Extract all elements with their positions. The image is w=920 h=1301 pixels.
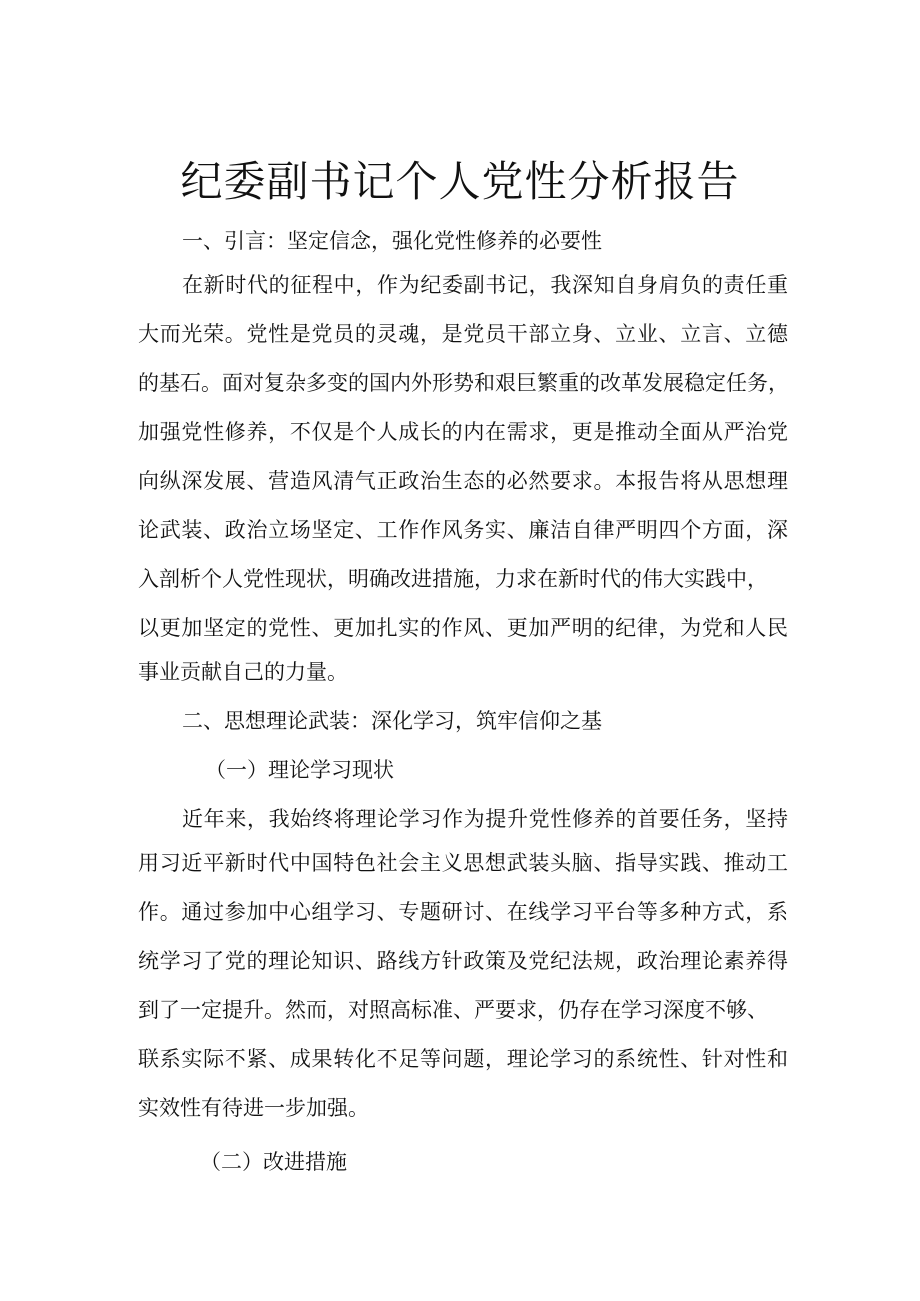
paragraph-line: 向纵深发展、营造风清气正政治生态的必然要求。本报告将从思想理 <box>138 469 788 493</box>
subsection-heading-measures: （二）改进措施 <box>200 1150 347 1174</box>
paragraph-line: 近年来，我始终将理论学习作为提升党性修养的首要任务，坚持 <box>182 807 788 831</box>
paragraph-line: 的基石。面对复杂多变的国内外形势和艰巨繁重的改革发展稳定任务， <box>138 371 789 395</box>
paragraph-line: 大而光荣。党性是党员的灵魂，是党员干部立身、立业、立言、立德 <box>138 322 788 346</box>
paragraph-line: 用习近平新时代中国特色社会主义思想武装头脑、指导实践、推动工 <box>138 851 788 875</box>
section-heading-intro: 一、引言：坚定信念，强化党性修养的必要性 <box>182 229 602 253</box>
paragraph-line: 到了一定提升。然而，对照高标准、严要求，仍存在学习深度不够、 <box>138 998 768 1022</box>
section-heading-theory: 二、思想理论武装：深化学习，筑牢信仰之基 <box>182 709 602 733</box>
paragraph-line: 联系实际不紧、成果转化不足等问题，理论学习的系统性、针对性和 <box>138 1047 788 1071</box>
paragraph-line: 作。通过参加中心组学习、专题研讨、在线学习平台等多种方式，系 <box>138 900 788 924</box>
paragraph-line: 入剖析个人党性现状，明确改进措施，力求在新时代的伟大实践中， <box>138 567 768 591</box>
paragraph-line: 加强党性修养，不仅是个人成长的内在需求，更是推动全面从严治党 <box>138 420 788 444</box>
paragraph-line: 实效性有待进一步加强。 <box>138 1096 369 1120</box>
paragraph-line: 论武装、政治立场坚定、工作作风务实、廉洁自律严明四个方面，深 <box>138 518 788 542</box>
subsection-heading-status: （一）理论学习现状 <box>205 758 394 782</box>
paragraph-line: 统学习了党的理论知识、路线方针政策及党纪法规，政治理论素养得 <box>138 949 788 973</box>
document-title: 纪委副书记个人党性分析报告 <box>180 157 740 206</box>
paragraph-line: 在新时代的征程中，作为纪委副书记，我深知自身肩负的责任重 <box>182 273 788 297</box>
paragraph-line: 以更加坚定的党性、更加扎实的作风、更加严明的纪律，为党和人民 <box>138 616 788 640</box>
paragraph-line: 事业贡献自己的力量。 <box>138 660 348 684</box>
